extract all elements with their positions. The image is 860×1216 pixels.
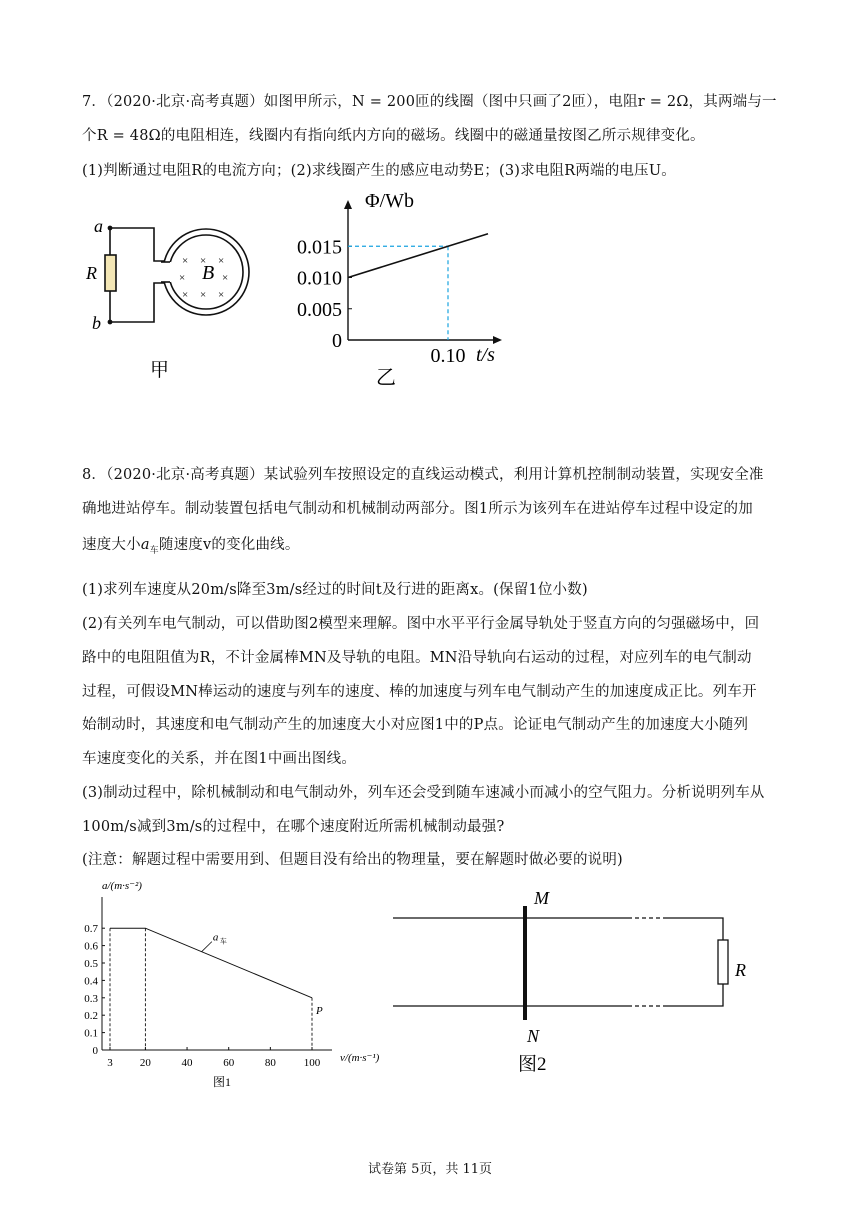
figure-2: [388, 880, 768, 1080]
svg-text:×: ×: [222, 272, 229, 284]
fig1-ytick-label: 0.5: [84, 958, 98, 970]
fig1-curve-leader: [202, 942, 212, 952]
svg-text:×: ×: [218, 289, 225, 301]
label-R: R: [86, 263, 97, 283]
figure-jia: [82, 205, 282, 385]
wire-right-top: [664, 918, 723, 940]
q8-part2-line4: 始制动时，其速度和电气制动产生的加速度大小对应图1中的P点。论证电气制动产生的加速度大小随列: [82, 717, 749, 733]
fig1-ytick-label: 0.1: [84, 1027, 98, 1040]
fig1-ytick-label: 0.2: [84, 1010, 98, 1023]
label-M: M: [534, 888, 549, 908]
q8-line2: 确地进站停车。制动装置包括电气制动和机械制动两部分。图1所示为该列车在进站停车过程中设定的加: [82, 501, 753, 517]
yi-y-arrow: [344, 200, 352, 209]
chart-fig1: [70, 875, 400, 1095]
yi-ytick-label: 0: [332, 330, 342, 352]
fig1-ytick-label: 0: [92, 1045, 98, 1057]
q7-line1: 7．（2020·北京·高考真题）如图甲所示，N = 200匝的线圈（图中只画了2匝），电阻r = 2Ω，其两端与一: [82, 94, 777, 110]
page-footer: 试卷第 5页，共 11页: [367, 1162, 493, 1177]
caption-jia: 甲: [150, 360, 170, 381]
fig1-curve-label: a: [212, 931, 219, 944]
terminal-a: [108, 226, 113, 231]
wire-right-bottom: [664, 984, 723, 1006]
fig1-xtick-label: 3: [107, 1057, 113, 1069]
coil-gap: [161, 262, 171, 282]
jia-wire-top: [110, 228, 164, 261]
fig1-ytick-label: 0.7: [84, 923, 98, 936]
yi-flux-line: [348, 234, 488, 278]
fig1-xtick-label: 60: [223, 1057, 235, 1069]
fig1-curve-label-sub: 车: [219, 937, 227, 946]
label-B: B: [202, 262, 215, 284]
symbol-a: a: [140, 537, 150, 553]
q8-part2-line2: 路中的电阻阻值为R，不计金属棒MN及导轨的电阻。MN沿导轨向右运动的过程，对应列车的电气制动: [82, 650, 752, 666]
q7-line3: (1)判断通过电阻R的电流方向；(2)求线圈产生的感应电动势E；(3)求电阻R两端的电压U。: [82, 163, 676, 179]
symbol-a-sub: 车: [149, 545, 159, 556]
svg-text:×: ×: [179, 272, 186, 284]
q8-part2-line3: 过程，可假设MN棒运动的速度与列车的速度、棒的加速度与列车电气制动产生的加速度成正比。列车开: [82, 684, 757, 700]
fig1-xtick-label: 100: [303, 1057, 321, 1069]
q8-part1: (1)求列车速度从20m/s降至3m/s经过的时间t及行进的距离x。(保留1位小数): [82, 582, 588, 598]
yi-ytick-label: 0.015: [297, 236, 342, 259]
q8-part3-line1: (3)制动过程中，除机械制动和电气制动外，列车还会受到随车速减小而减小的空气阻力。分析说明列车从: [82, 785, 765, 801]
q8-part2-line1: (2)有关列车电气制动，可以借助图2模型来理解。图中水平平行金属导轨处于竖直方向的匀强磁场中，回: [82, 616, 760, 632]
yi-ytick-label: 0.005: [297, 298, 342, 321]
caption-yi: 乙: [376, 367, 396, 389]
yi-x-arrow: [493, 336, 502, 344]
label-b: b: [92, 313, 101, 333]
fig1-xtick-label: 20: [139, 1057, 151, 1069]
svg-text:×: ×: [200, 289, 207, 301]
fig1-ylabel: a/(m·s⁻²): [102, 880, 142, 892]
q8-part3-line2: 100m/s减到3m/s的过程中，在哪个速度附近所需机械制动最强?: [82, 819, 505, 835]
q7-line2: 个R = 48Ω的电阻相连，线圈内有指向纸内方向的磁场。线圈中的磁通量按图乙所示规律变化。: [82, 128, 705, 144]
q8-line1: 8．（2020·北京·高考真题）某试验列车按照设定的直线运动模式，利用计算机控制制动装置，实现安全准: [82, 467, 764, 483]
yi-ylabel: Φ/Wb: [365, 190, 415, 212]
svg-text:×: ×: [218, 255, 225, 267]
q8-line3: 速度大小$a_车$随速度v的变化曲线。: [82, 537, 300, 556]
fig1-point-P: P: [316, 1004, 323, 1017]
q8-part2-line5: 车速度变化的关系，并在图1中画出图线。: [82, 751, 357, 767]
chart-yi: [280, 185, 520, 390]
caption-fig2: 图2: [518, 1054, 547, 1075]
label-a: a: [94, 216, 103, 236]
fig1-acceleration-curve: [110, 928, 312, 998]
yi-xlabel: t/s: [476, 344, 495, 366]
label-R-fig2: R: [735, 960, 746, 980]
label-N: N: [527, 1026, 540, 1046]
resistor-R: [105, 255, 116, 291]
fig1-xlabel: v/(m·s⁻¹): [340, 1052, 380, 1064]
fig1-ytick-label: 0.6: [84, 940, 98, 953]
svg-text:×: ×: [182, 289, 189, 301]
fig1-xtick-label: 80: [264, 1057, 276, 1069]
jia-wire-bottom: [110, 283, 164, 322]
fig1-xtick-label: 40: [181, 1057, 193, 1069]
yi-xtick-label: 0.10: [430, 345, 466, 367]
svg-text:×: ×: [182, 255, 189, 267]
q8-note: (注意：解题过程中需要用到、但题目没有给出的物理量，要在解题时做必要的说明): [82, 852, 623, 868]
caption-fig1: 图1: [213, 1075, 232, 1089]
resistor-R-fig2: [718, 940, 728, 984]
yi-ytick-label: 0.010: [297, 267, 342, 290]
terminal-b: [108, 320, 113, 325]
fig1-ytick-label: 0.4: [84, 975, 98, 988]
fig1-ytick-label: 0.3: [84, 992, 98, 1005]
svg-text:×: ×: [200, 255, 207, 267]
